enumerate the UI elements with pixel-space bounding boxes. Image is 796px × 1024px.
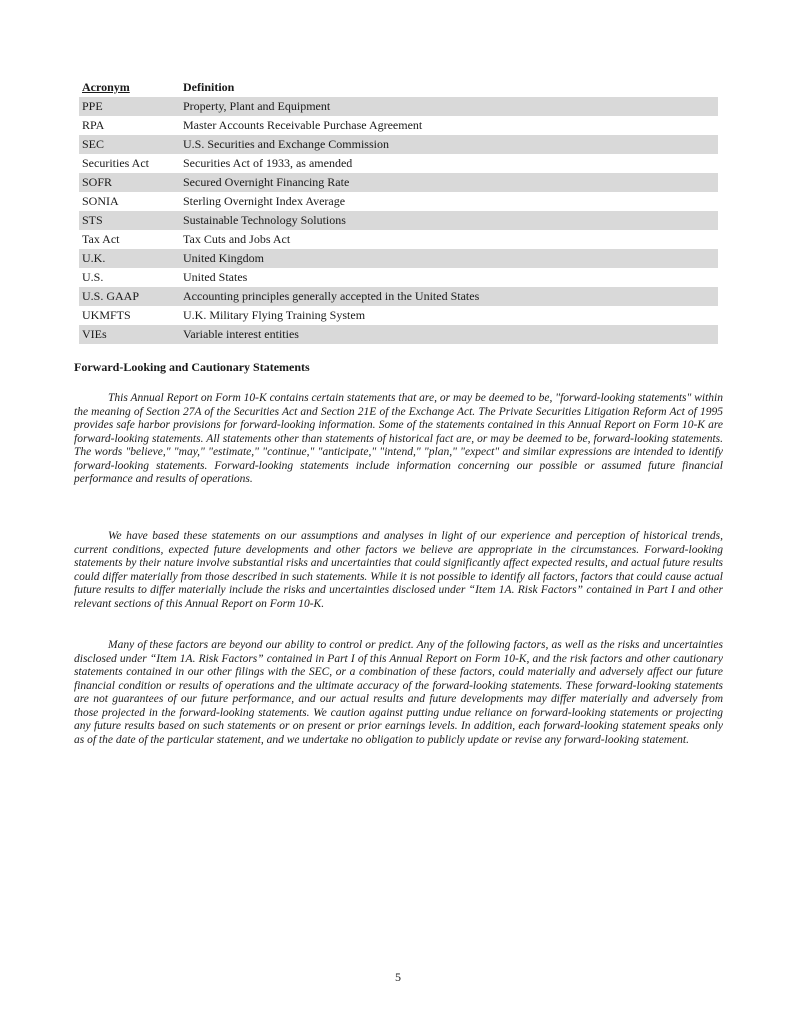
table-row bbox=[79, 287, 718, 306]
acronym-cell: Tax Act bbox=[82, 232, 120, 246]
acronym-cell: SEC bbox=[79, 135, 180, 154]
header-acronym: Acronym bbox=[82, 80, 130, 94]
acronym-cell: PPE bbox=[79, 97, 180, 116]
acronym-rows bbox=[79, 97, 718, 344]
definition-cell: United Kingdom bbox=[180, 249, 718, 268]
table-row bbox=[79, 192, 718, 211]
section-heading: Forward-Looking and Cautionary Statements bbox=[74, 360, 310, 374]
table-row bbox=[79, 306, 718, 325]
definition-cell: Master Accounts Receivable Purchase Agreement bbox=[183, 118, 423, 132]
definition-cell: United States bbox=[183, 270, 248, 284]
table-row bbox=[79, 154, 718, 173]
definition-cell: U.S. Securities and Exchange Commission bbox=[180, 135, 718, 154]
acronym-table bbox=[79, 78, 718, 344]
table-row bbox=[79, 135, 718, 154]
definition-cell: Secured Overnight Financing Rate bbox=[180, 173, 718, 192]
paragraph-assumptions: We have based these statements on our assumptions and analyses in light of our experience and perception of historical trends, current conditions, expected future developments and other factors we believe are appropriate in the circumstances. Forward-looking statements by their nature involve substantial risks and uncertainties that could significantly affect expected results, and actual future results could differ materially from those described in such statements. While it is not possible to identify all factors, factors that could cause actual future results to differ materially include the risks and uncertainties disclosed under “Item 1A. Risk Factors” contained in Part I and other relevant sections of this Annual Report on Form 10-K. bbox=[74, 530, 723, 610]
definition-cell: Property, Plant and Equipment bbox=[180, 97, 718, 116]
definition-cell: Accounting principles generally accepted in the United States bbox=[180, 287, 718, 306]
page-number: 5 bbox=[395, 970, 401, 984]
definition-cell: Variable interest entities bbox=[180, 325, 718, 344]
paragraph-risk-factors: Many of these factors are beyond our ability to control or predict. Any of the following factors, as well as the risks and uncertainties disclosed under “Item 1A. Risk Factors” contained in Part I of this Annual Report on Form 10-K, and the risk factors and other cautionary statements contained in our other filings with the SEC, or a combination of these factors, could materially and adversely affect our future financial condition or results of operations and the ultimate accuracy of the forward-looking statements. These forward-looking statements are not guarantees of our future performance, and our actual results and future developments may differ materially and adversely from those projected in the forward-looking statements. We caution against putting undue reliance on forward-looking statements or projecting any future results based on such statements or on present or prior earnings levels. In addition, each forward-looking statement speaks only as of the date of the particular statement, and we undertake no obligation to publicly update or revise any forward-looking statement. bbox=[74, 639, 723, 746]
acronym-cell: SOFR bbox=[79, 173, 180, 192]
acronym-cell: SONIA bbox=[82, 194, 119, 208]
acronym-cell: VIEs bbox=[79, 325, 180, 344]
acronym-cell: U.S. bbox=[82, 270, 104, 284]
table-header-row bbox=[79, 78, 718, 97]
table-row bbox=[79, 211, 718, 230]
table-row bbox=[79, 173, 718, 192]
acronym-cell: U.S. GAAP bbox=[79, 287, 180, 306]
table-row bbox=[79, 249, 718, 268]
definition-cell: Securities Act of 1933, as amended bbox=[183, 156, 353, 170]
table-row bbox=[79, 230, 718, 249]
acronym-cell: U.K. bbox=[79, 249, 180, 268]
table-row bbox=[79, 268, 718, 287]
definition-cell: U.K. Military Flying Training System bbox=[183, 308, 366, 322]
header-definition: Definition bbox=[183, 80, 235, 94]
table-row bbox=[79, 116, 718, 135]
definition-cell: Sterling Overnight Index Average bbox=[183, 194, 346, 208]
definition-cell: Tax Cuts and Jobs Act bbox=[183, 232, 291, 246]
table-row bbox=[79, 325, 718, 344]
table-row bbox=[79, 97, 718, 116]
acronym-cell: UKMFTS bbox=[82, 308, 131, 322]
acronym-cell: RPA bbox=[82, 118, 105, 132]
definition-cell: Sustainable Technology Solutions bbox=[180, 211, 718, 230]
acronym-cell: STS bbox=[79, 211, 180, 230]
acronym-cell: Securities Act bbox=[82, 156, 149, 170]
paragraph-forward-looking: This Annual Report on Form 10-K contains certain statements that are, or may be deemed to be, "forward-looking statements" within the meaning of Section 27A of the Securities Act and Section 21E of the Exchange Act. The Private Securities Litigation Reform Act of 1995 provides safe harbor provisions for forward-looking information. Some of the statements contained in this Annual Report on Form 10-K are forward-looking statements. All statements other than statements of historical fact are, or may be deemed to be, forward-looking statements. The words "believe," "may," "estimate," "continue," "anticipate," "intend," "plan," "expect" and similar expressions are intended to identify forward-looking statements. Forward-looking statements include information concerning our possible or assumed future financial performance and results of operations. bbox=[74, 392, 723, 485]
